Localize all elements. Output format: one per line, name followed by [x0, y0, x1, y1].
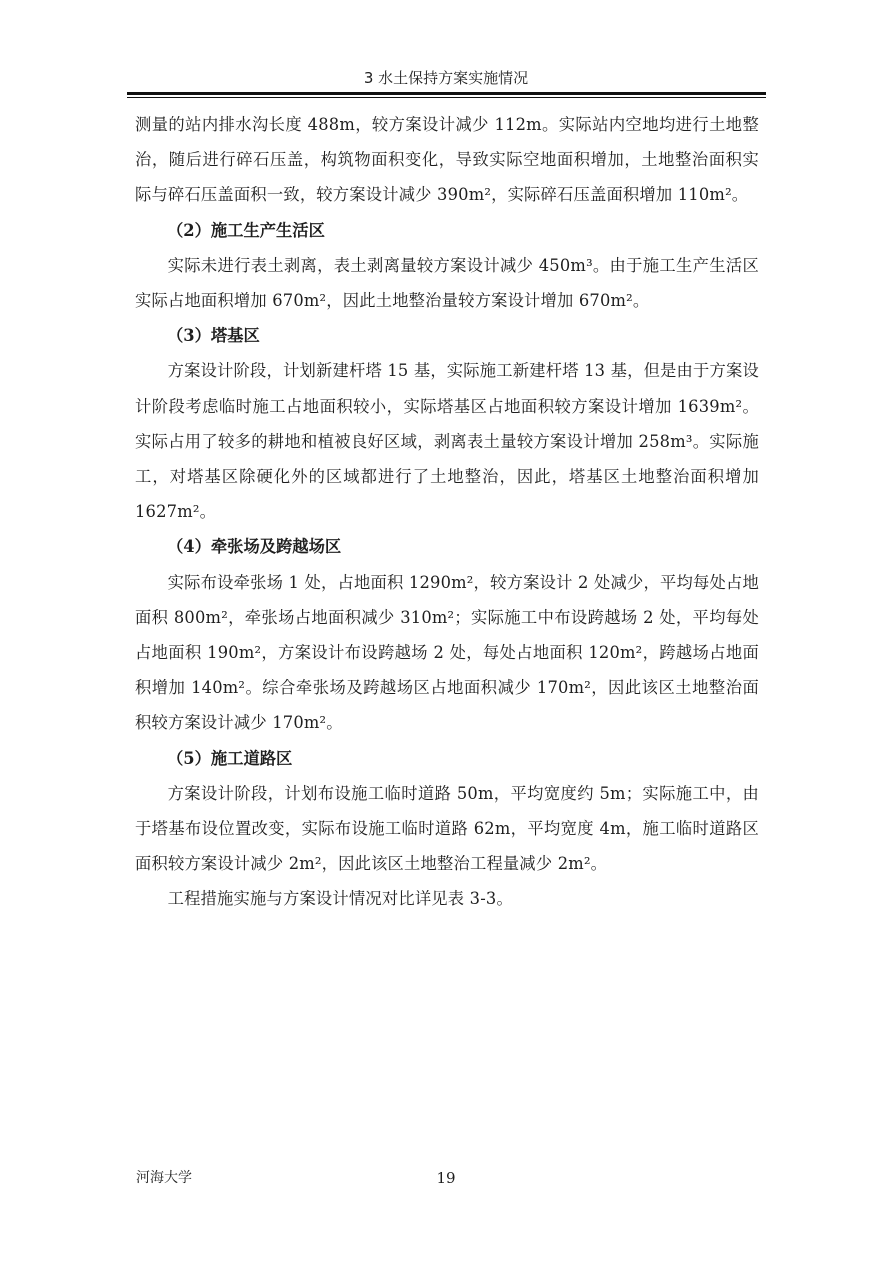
- heading-tension-crossing-area: （4）牵张场及跨越场区: [167, 537, 342, 557]
- running-header: 3 水土保持方案实施情况: [363, 69, 529, 87]
- footer-institution: 河海大学: [136, 1170, 192, 1186]
- paragraph-construction-living-area: 实际未进行表土剥离，表土剥离量较方案设计减少 450m³。由于施工生产生活区实际占地面积增加 670m²，因此土地整治量较方案设计增加 670m²。: [135, 255, 759, 311]
- paragraph-tension-crossing-area: 实际布设牵张场 1 处，占地面积 1290m²，较方案设计 2 处减少，平均每处占地面积 800m²，牵张场占地面积减少 310m²；实际施工中布设跨越场 2 处，平均每处占地面积 190m²，方案设计布设跨越场 2 处，每处占地面积 120m²，跨越场占地面积增加 140m²。综合牵张场及跨越场区占地面积减少 170m²，因此该区土地整治面积较方案设计减少 170m²。: [135, 572, 759, 733]
- heading-tower-base-area: （3）塔基区: [167, 326, 260, 346]
- header-rule-thick: [127, 92, 766, 95]
- paragraph-table-reference: 工程措施实施与方案设计情况对比详见表 3-3。: [167, 889, 513, 909]
- header-rule-thin: [127, 97, 766, 98]
- paragraph-tower-base-area: 方案设计阶段，计划新建杆塔 15 基，实际施工新建杆塔 13 基，但是由于方案设计阶段考虑临时施工占地面积较小，实际塔基区占地面积较方案设计增加 1639m²。实际占用了较多的耕地和植被良好区域，剥离表土量较方案设计增加 258m³。实际施工，对塔基区除硬化外的区域都进行了土地整治，因此，塔基区土地整治面积增加 1627m²。: [135, 361, 759, 522]
- heading-construction-living-area: （2）施工生产生活区: [167, 220, 325, 240]
- paragraph-station-drainage: 测量的站内排水沟长度 488m，较方案设计减少 112m。实际站内空地均进行土地整治，随后进行碎石压盖，构筑物面积变化，导致实际空地面积增加，土地整治面积实际与碎石压盖面积一致，较方案设计减少 390m²，实际碎石压盖面积增加 110m²。: [135, 115, 759, 205]
- paragraph-construction-road-area: 方案设计阶段，计划布设施工临时道路 50m，平均宽度约 5m；实际施工中，由于塔基布设位置改变，实际布设施工临时道路 62m，平均宽度 4m，施工临时道路区面积较方案设计减少 2m²，因此该区土地整治工程量减少 2m²。: [135, 783, 759, 874]
- page-number: 19: [436, 1169, 456, 1187]
- body-text: [135, 107, 759, 917]
- heading-construction-road-area: （5）施工道路区: [167, 748, 293, 768]
